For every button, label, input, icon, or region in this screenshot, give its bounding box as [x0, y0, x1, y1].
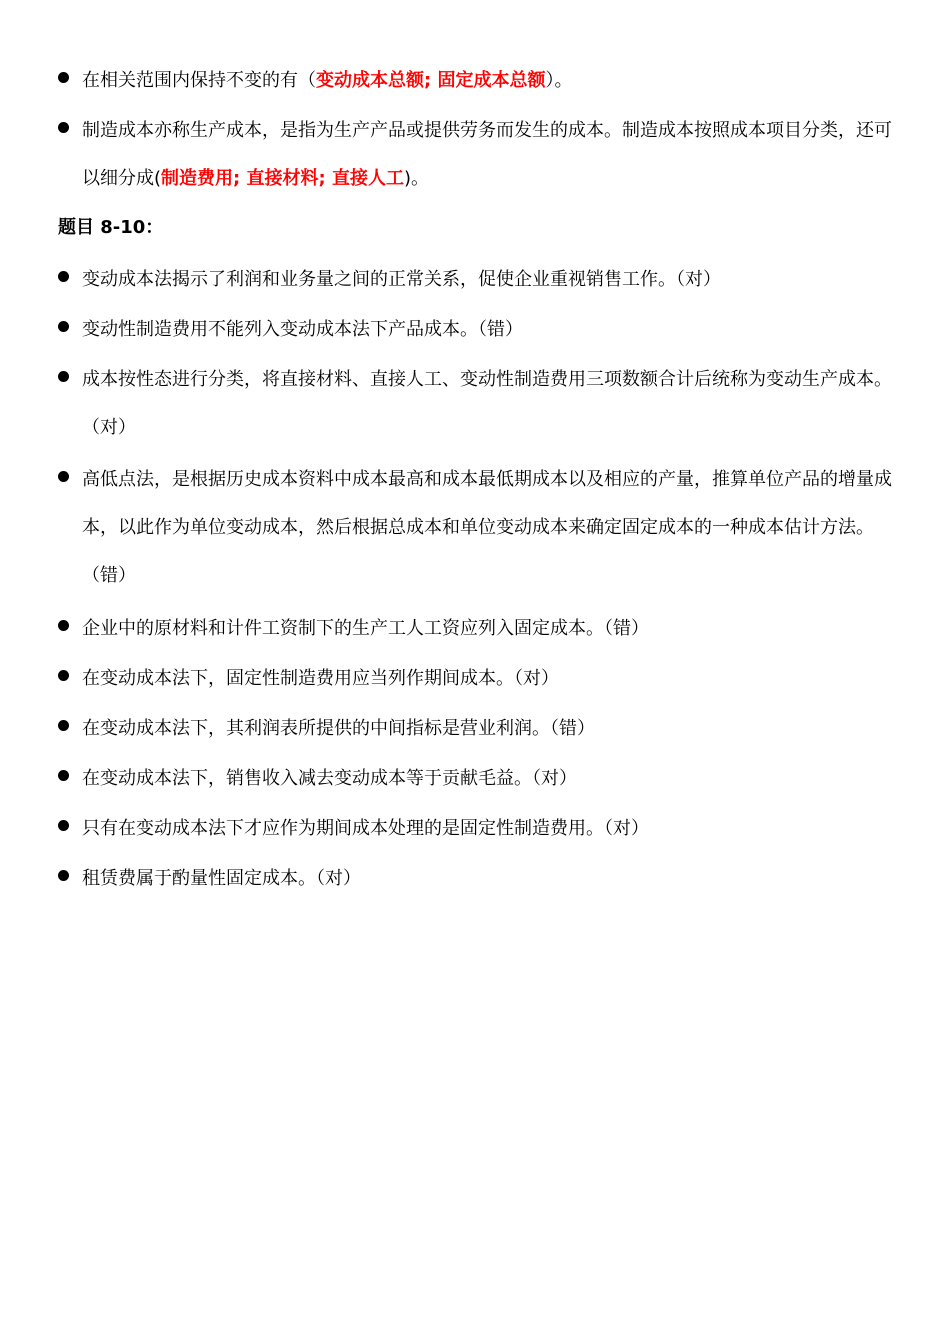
list-item-text: 在变动成本法下，固定性制造费用应当列作期间成本。（对） [82, 668, 559, 689]
list-item [56, 57, 901, 105]
bullet-icon [58, 122, 69, 133]
list-item [56, 605, 901, 653]
bullet-icon [58, 321, 69, 332]
bullet-icon [58, 371, 69, 382]
list-item-text [82, 107, 901, 203]
list-item-text: 租赁费属于酌量性固定成本。（对） [82, 868, 361, 889]
list-item-text: 高低点法，是根据历史成本资料中成本最高和成本最低期成本以及相应的产量，推算单位产品的增量成本，以此作为单位变动成本，然后根据总成本和单位变动成本来确定固定成本的一种成本估计方法。（错） [82, 469, 892, 586]
bullet-icon [58, 670, 69, 681]
list-item [56, 855, 901, 903]
list-item-text: 在变动成本法下，其利润表所提供的中间指标是营业利润。（错） [82, 718, 595, 739]
list-item [56, 107, 901, 203]
question-text-end: )。 [403, 168, 429, 189]
list-item-text: 变动成本法揭示了利润和业务量之间的正常关系，促使企业重视销售工作。（对） [82, 269, 721, 290]
list-item [56, 256, 901, 304]
bullet-icon [58, 820, 69, 831]
list-item-text: 成本按性态进行分类，将直接材料、直接人工、变动性制造费用三项数额合计后统称为变动生产成本。（对） [82, 369, 892, 438]
bullet-icon [58, 620, 69, 631]
list-item [56, 456, 901, 600]
bullet-icon [58, 471, 69, 482]
list-item [56, 306, 901, 354]
answer-text: 制造费用; 直接材料; 直接人工 [161, 168, 404, 189]
question-text: 在相关范围内保持不变的有（ [82, 70, 316, 91]
list-item-text [82, 57, 901, 105]
question-text: 制造成本亦称生产成本，是指为生产产品或提供劳务而发生的成本。制造成本按照成本项目分类，还可以细分成( [82, 120, 892, 189]
list-item-text: 只有在变动成本法下才应作为期间成本处理的是固定性制造费用。（对） [82, 818, 649, 839]
bullet-icon [58, 720, 69, 731]
question-text-end: ）。 [545, 70, 573, 91]
list-item [56, 655, 901, 703]
bullet-icon [58, 870, 69, 881]
list-item [56, 755, 901, 803]
list-item-text: 在变动成本法下，销售收入减去变动成本等于贡献毛益。（对） [82, 768, 577, 789]
bullet-icon [58, 271, 69, 282]
bullet-icon [58, 72, 69, 83]
answer-text: 变动成本总额; 固定成本总额 [316, 70, 546, 91]
list-item [56, 356, 901, 452]
list-item-text: 变动性制造费用不能列入变动成本法下产品成本。（错） [82, 319, 523, 340]
section-heading: 题目 8-10： [58, 217, 164, 238]
list-item-text: 企业中的原材料和计件工资制下的生产工人工资应列入固定成本。（错） [82, 618, 649, 639]
bullet-icon [58, 770, 69, 781]
list-item [56, 705, 901, 753]
list-item [56, 805, 901, 853]
